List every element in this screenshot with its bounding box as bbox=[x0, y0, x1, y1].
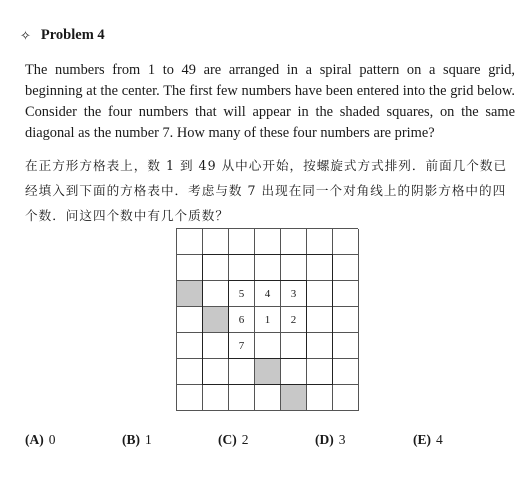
answer-d: (D) 3 bbox=[315, 432, 346, 447]
grid-cell: 1 bbox=[255, 307, 281, 333]
grid-cell bbox=[307, 229, 333, 255]
grid-cell bbox=[177, 333, 203, 359]
grid-cell: 4 bbox=[255, 281, 281, 307]
answer-a: (A) 0 bbox=[25, 432, 56, 447]
grid-cell bbox=[333, 281, 359, 307]
diamond-outline-icon: ✧ bbox=[20, 27, 31, 43]
answer-c: (C) 2 bbox=[218, 432, 249, 447]
problem-title: Problem 4 bbox=[40, 27, 105, 43]
grid-cells bbox=[176, 228, 358, 411]
grid-cell bbox=[177, 385, 203, 411]
grid-cell bbox=[307, 359, 333, 385]
grid-cell-shaded bbox=[281, 385, 307, 411]
grid-cell bbox=[203, 359, 229, 385]
grid-cell bbox=[203, 333, 229, 359]
grid-cell bbox=[255, 229, 281, 255]
grid-cell: 3 bbox=[281, 281, 307, 307]
grid-cell bbox=[177, 359, 203, 385]
grid-cell bbox=[307, 281, 333, 307]
grid-cell: 5 bbox=[229, 281, 255, 307]
grid-cell bbox=[333, 229, 359, 255]
grid-cell bbox=[307, 333, 333, 359]
grid-cell: 6 bbox=[229, 307, 255, 333]
grid-cell-shaded bbox=[177, 281, 203, 307]
grid-cell bbox=[307, 255, 333, 281]
grid-cell bbox=[333, 333, 359, 359]
problem-text-english: The numbers from 1 to 49 are arranged in a spiral pattern on a square grid, beginning at the center. The first few numbers have been entered into the grid below. Consider the four numbers that will appear in the shaded squares, on the same diagonal as the number 7. How many of these four numbers are prime? bbox=[25, 62, 515, 141]
grid-cell bbox=[307, 307, 333, 333]
grid-cell: 2 bbox=[281, 307, 307, 333]
grid-cell bbox=[229, 385, 255, 411]
grid-cell bbox=[333, 307, 359, 333]
answer-b: (B) 1 bbox=[122, 432, 152, 447]
grid-cell bbox=[307, 385, 333, 411]
grid-cell bbox=[177, 255, 203, 281]
spiral-grid bbox=[176, 228, 358, 410]
grid-cell bbox=[177, 229, 203, 255]
grid-cell bbox=[177, 307, 203, 333]
grid-cell bbox=[255, 333, 281, 359]
grid-cell bbox=[203, 281, 229, 307]
grid-cell bbox=[203, 255, 229, 281]
grid-cell bbox=[281, 255, 307, 281]
grid-cell bbox=[281, 359, 307, 385]
grid-cell bbox=[281, 333, 307, 359]
grid-cell bbox=[229, 229, 255, 255]
grid-cell-shaded bbox=[203, 307, 229, 333]
grid-cell bbox=[281, 229, 307, 255]
problem-text-chinese: 在正方形方格表上，数 1 到 49 从中心开始，按螺旋式方式排列．前面几个数已经填入到下面的方格表中．考虑与数 7 出现在同一个对角线上的阴影方格中的四个数．问这四个数中有几个质数？ bbox=[25, 158, 508, 223]
grid-cell bbox=[203, 229, 229, 255]
grid-cell bbox=[229, 359, 255, 385]
grid-cell bbox=[333, 385, 359, 411]
problem-heading bbox=[20, 27, 105, 44]
grid-cell bbox=[229, 255, 255, 281]
grid-cell bbox=[333, 255, 359, 281]
grid-cell bbox=[333, 359, 359, 385]
answer-e: (E) 4 bbox=[413, 432, 443, 447]
grid-cell: 7 bbox=[229, 333, 255, 359]
grid-cell bbox=[255, 385, 281, 411]
grid-cell bbox=[203, 385, 229, 411]
grid-cell bbox=[255, 255, 281, 281]
grid-cell-shaded bbox=[255, 359, 281, 385]
